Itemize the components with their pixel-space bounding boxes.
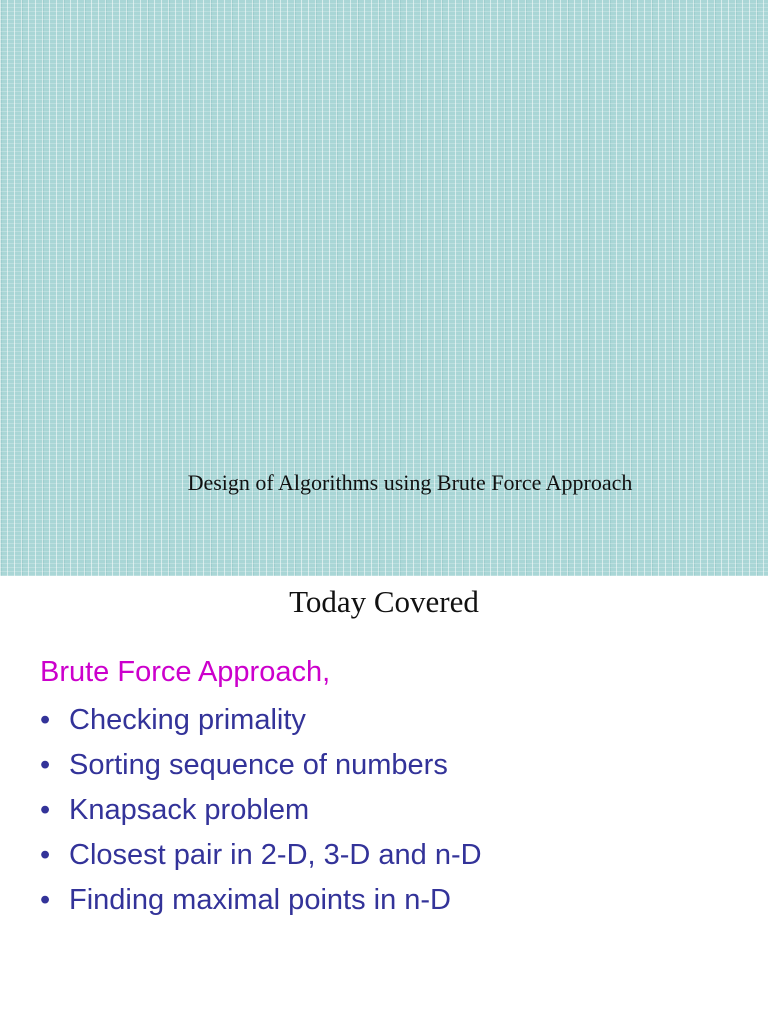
bullet-text: Closest pair in 2-D, 3-D and n-D (69, 839, 482, 871)
bullet-text: Sorting sequence of numbers (69, 749, 448, 781)
bullet-dot-icon: • (40, 704, 51, 736)
bullet-text: Checking primality (69, 704, 306, 736)
bullet-dot-icon: • (40, 884, 51, 916)
deck-title: Design of Algorithms using Brute Force Approach (187, 470, 633, 495)
bullet-item (40, 833, 482, 878)
bullet-list (40, 698, 482, 923)
bullet-text: Finding maximal points in n-D (69, 884, 451, 916)
topic-label: Brute Force Approach, (40, 656, 331, 688)
bullet-item (40, 698, 482, 743)
content-slide (0, 576, 768, 1024)
bullet-item (40, 878, 482, 923)
slide-heading: Today Covered (289, 584, 479, 619)
bullet-item (40, 788, 482, 833)
bullet-item (40, 743, 482, 788)
bullet-dot-icon: • (40, 794, 51, 826)
bullet-dot-icon: • (40, 839, 51, 871)
bullet-dot-icon: • (40, 749, 51, 781)
bullet-text: Knapsack problem (69, 794, 310, 826)
